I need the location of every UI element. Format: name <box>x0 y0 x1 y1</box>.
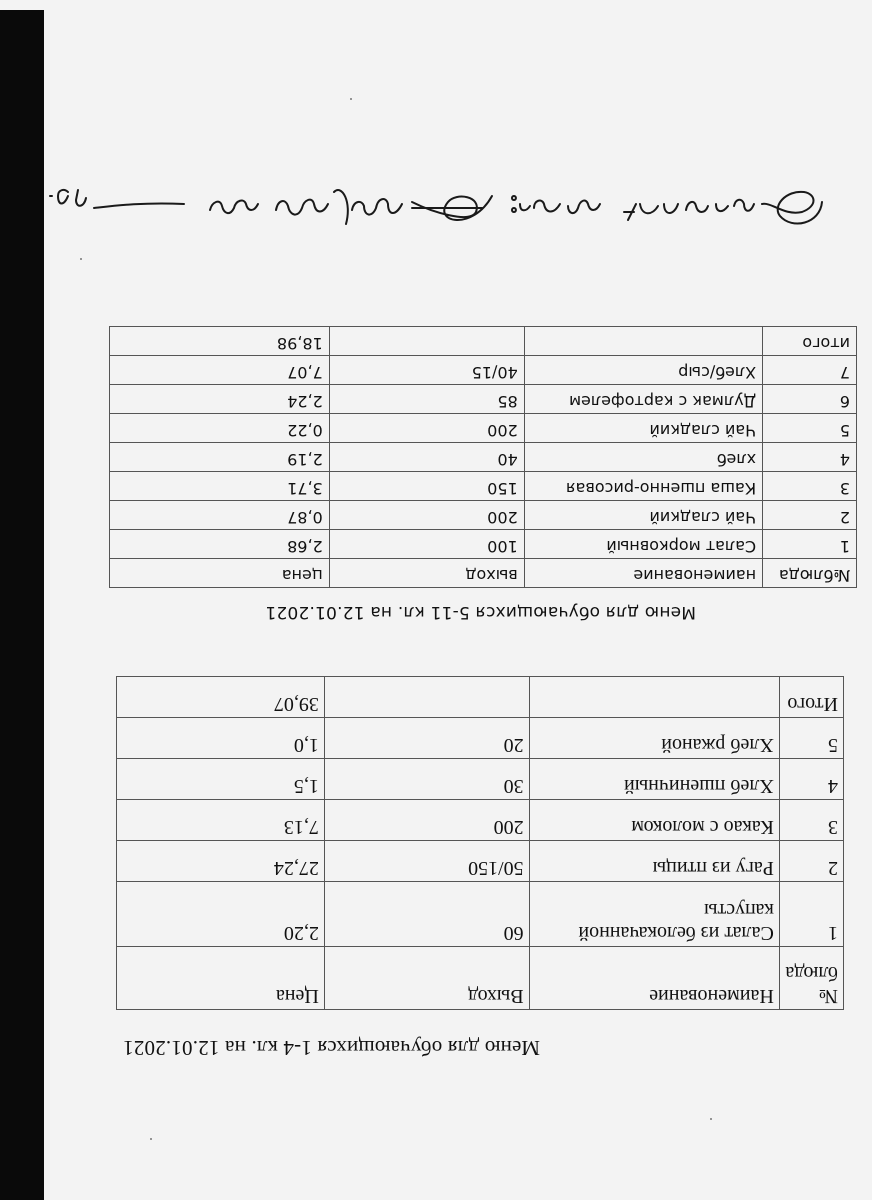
dish-price: 27,24 <box>117 841 325 882</box>
dish-number: 4 <box>763 443 857 472</box>
dish-name: Каша пшенно-рисовая <box>524 472 762 501</box>
dish-name: хлеб <box>524 443 762 472</box>
table-row <box>117 841 844 882</box>
table-row <box>110 414 857 443</box>
dish-portion: 85 <box>329 385 524 414</box>
header-dish-name: наименование <box>524 559 762 588</box>
total-row <box>117 677 844 718</box>
dish-portion: 100 <box>329 530 524 559</box>
dish-number: 2 <box>779 841 843 882</box>
dish-portion: 150 <box>329 472 524 501</box>
dish-price: 7,13 <box>117 800 325 841</box>
dish-name: Хлеб ржаной <box>529 718 779 759</box>
dish-name: Хлеб/сыр <box>524 356 762 385</box>
total-empty <box>324 677 529 718</box>
table-row <box>117 759 844 800</box>
dish-portion: 200 <box>324 800 529 841</box>
menu-5-11-caption: Меню для обучающихся 5-11 кл. на 12.01.2021 <box>265 602 696 622</box>
dish-name: Дулмак с картофелем <box>524 385 762 414</box>
dish-name: Рагу из птицы <box>529 841 779 882</box>
scan-speck <box>80 258 82 260</box>
table-header-row <box>110 559 857 588</box>
menu-1-4-caption: Меню для обучающихся 1-4 кл. на 12.01.2021 <box>122 1036 540 1060</box>
dish-number: 7 <box>763 356 857 385</box>
scan-speck <box>150 1138 152 1140</box>
dish-price: 2,24 <box>110 385 330 414</box>
total-label: Итого <box>779 677 843 718</box>
handwritten-signature <box>42 170 832 242</box>
dish-price: 1,5 <box>117 759 325 800</box>
dish-price: 0,87 <box>110 501 330 530</box>
dish-price: 7,07 <box>110 356 330 385</box>
header-portion: Выход <box>324 947 529 1010</box>
scan-speck <box>710 1118 712 1120</box>
total-empty <box>329 327 524 356</box>
dish-portion: 20 <box>324 718 529 759</box>
table-row <box>110 501 857 530</box>
table-row <box>110 472 857 501</box>
scan-speck <box>350 98 352 100</box>
dish-portion: 200 <box>329 414 524 443</box>
dish-number: 1 <box>779 882 843 947</box>
table-header-row <box>117 947 844 1010</box>
header-dish-number: №блюда <box>763 559 857 588</box>
dish-price: 0,22 <box>110 414 330 443</box>
header-dish-number: № блюда <box>779 947 843 1010</box>
dish-number: 2 <box>763 501 857 530</box>
total-price: 39,07 <box>117 677 325 718</box>
dish-name: Салат из белокачанной капусты <box>529 882 779 947</box>
dish-number: 3 <box>763 472 857 501</box>
dish-name: Чай сладкий <box>524 501 762 530</box>
dish-portion: 30 <box>324 759 529 800</box>
dish-price: 2,68 <box>110 530 330 559</box>
dish-number: 5 <box>763 414 857 443</box>
header-portion: выход <box>329 559 524 588</box>
total-empty <box>524 327 762 356</box>
total-label: итого <box>763 327 857 356</box>
menu-5-11-table <box>109 326 857 588</box>
table-row <box>110 356 857 385</box>
scan-edge-shadow <box>0 10 44 1200</box>
header-dish-name: Наименование <box>529 947 779 1010</box>
table-row <box>110 530 857 559</box>
table-row <box>117 718 844 759</box>
dish-name: Салат морковный <box>524 530 762 559</box>
dish-name: Какао с молоком <box>529 800 779 841</box>
dish-name: Чай сладкий <box>524 414 762 443</box>
dish-portion: 60 <box>324 882 529 947</box>
dish-price: 1,0 <box>117 718 325 759</box>
table-row <box>117 882 844 947</box>
table-row <box>110 443 857 472</box>
dish-number: 4 <box>779 759 843 800</box>
menu-1-4-table <box>116 676 844 1010</box>
total-price: 18,98 <box>110 327 330 356</box>
dish-portion: 40/15 <box>329 356 524 385</box>
header-price: Цена <box>117 947 325 1010</box>
dish-portion: 40 <box>329 443 524 472</box>
header-price: цена <box>110 559 330 588</box>
dish-price: 2,20 <box>117 882 325 947</box>
table-row <box>117 800 844 841</box>
dish-number: 1 <box>763 530 857 559</box>
dish-price: 2,19 <box>110 443 330 472</box>
dish-portion: 200 <box>329 501 524 530</box>
dish-price: 3,71 <box>110 472 330 501</box>
dish-portion: 50/150 <box>324 841 529 882</box>
dish-name: Хлеб пшеничный <box>529 759 779 800</box>
dish-number: 3 <box>779 800 843 841</box>
total-empty <box>529 677 779 718</box>
dish-number: 6 <box>763 385 857 414</box>
total-row <box>110 327 857 356</box>
table-row <box>110 385 857 414</box>
dish-number: 5 <box>779 718 843 759</box>
